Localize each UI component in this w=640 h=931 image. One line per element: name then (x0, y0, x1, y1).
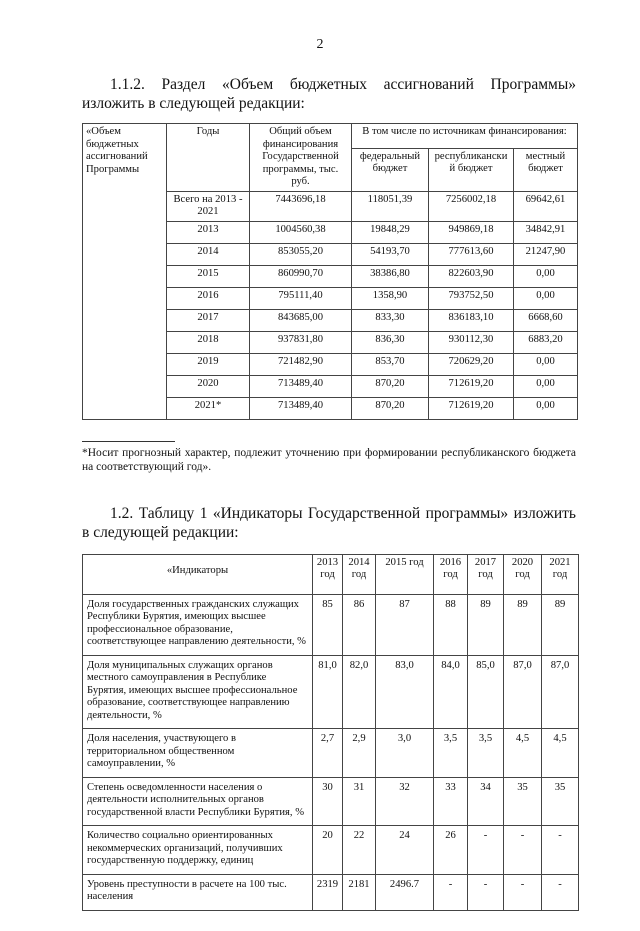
indicator-value: 87,0 (542, 655, 579, 729)
header-year: 2020 год (504, 554, 542, 594)
indicator-value: 81,0 (313, 655, 343, 729)
cell-republic: 930112,30 (429, 331, 514, 353)
cell-federal: 833,30 (352, 309, 429, 331)
indicator-value: 33 (434, 777, 468, 826)
indicator-value: 20 (313, 826, 343, 875)
indicator-value: 89 (542, 594, 579, 655)
cell-republic: 7256002,18 (429, 191, 514, 221)
cell-year: 2018 (167, 331, 250, 353)
indicator-row (83, 729, 579, 778)
indicator-name: Количество социально ориентированных некоммерческих организаций, получивших государственную поддержку, единиц (83, 826, 313, 875)
cell-local: 21247,90 (514, 243, 578, 265)
indicator-value: - (542, 826, 579, 875)
indicator-row (83, 777, 579, 826)
indicator-value: 2,7 (313, 729, 343, 778)
header-year: 2016 год (434, 554, 468, 594)
indicator-value: 2319 (313, 874, 343, 910)
indicator-value: - (542, 874, 579, 910)
header-local: местный бюджет (514, 148, 578, 191)
cell-local: 0,00 (514, 375, 578, 397)
indicator-name: Степень осведомленности населения о деятельности исполнительных органов государственной власти Республики Бурятия, % (83, 777, 313, 826)
cell-local: 6883,20 (514, 331, 578, 353)
indicator-value: 34 (468, 777, 504, 826)
cell-year: 2019 (167, 353, 250, 375)
header-year: 2021 год (542, 554, 579, 594)
indicator-value: 3,5 (434, 729, 468, 778)
cell-year: Всего на 2013 - 2021 (167, 191, 250, 221)
indicator-value: 88 (434, 594, 468, 655)
indicator-row (83, 826, 579, 875)
cell-federal: 19848,29 (352, 221, 429, 243)
indicator-value: 83,0 (376, 655, 434, 729)
indicator-row (83, 594, 579, 655)
header-indicators: «Индикаторы (83, 554, 313, 594)
cell-year: 2015 (167, 265, 250, 287)
indicator-name: Доля государственных гражданских служащих Республики Бурятия, имеющих высшее профессиональное образование, соответствующее направлению деятельности, % (83, 594, 313, 655)
indicator-value: 3,5 (468, 729, 504, 778)
page-number: 2 (316, 37, 324, 52)
indicator-row (83, 655, 579, 729)
indicator-value: 22 (343, 826, 376, 875)
indicator-value: 84,0 (434, 655, 468, 729)
indicator-value: 3,0 (376, 729, 434, 778)
cell-federal: 118051,39 (352, 191, 429, 221)
cell-year: 2014 (167, 243, 250, 265)
cell-republic: 712619,20 (429, 375, 514, 397)
indicator-value: 31 (343, 777, 376, 826)
cell-republic: 777613,60 (429, 243, 514, 265)
footnote: *Носит прогнозный характер, подлежит уточнению при формировании республиканского бюджета на соответствующий год». (82, 446, 576, 473)
cell-republic: 822603,90 (429, 265, 514, 287)
cell-local: 69642,61 (514, 191, 578, 221)
indicator-value: 86 (343, 594, 376, 655)
cell-local: 0,00 (514, 287, 578, 309)
indicator-name: Уровень преступности в расчете на 100 тыс. населения (83, 874, 313, 910)
indicator-value: 4,5 (542, 729, 579, 778)
cell-year: 2016 (167, 287, 250, 309)
cell-local: 0,00 (514, 265, 578, 287)
cell-total: 860990,70 (250, 265, 352, 287)
cell-year: 2013 (167, 221, 250, 243)
cell-year: 2020 (167, 375, 250, 397)
cell-local: 0,00 (514, 353, 578, 375)
indicator-value: 2,9 (343, 729, 376, 778)
cell-local: 6668,60 (514, 309, 578, 331)
section-1-1-2-heading (82, 75, 576, 113)
indicator-name: Доля населения, участвующего в территориальном общественном самоуправлении, % (83, 729, 313, 778)
cell-total: 843685,00 (250, 309, 352, 331)
cell-federal: 1358,90 (352, 287, 429, 309)
indicator-value: - (468, 826, 504, 875)
cell-republic: 793752,50 (429, 287, 514, 309)
indicator-value: 24 (376, 826, 434, 875)
cell-year: 2017 (167, 309, 250, 331)
cell-federal: 853,70 (352, 353, 429, 375)
section-text: 1.2. Таблицу 1 «Индикаторы Государственной программы» изложить в следующей редакции: (82, 504, 576, 541)
indicator-value: 4,5 (504, 729, 542, 778)
header-year: 2017 год (468, 554, 504, 594)
indicator-value: 32 (376, 777, 434, 826)
cell-total: 7443696,18 (250, 191, 352, 221)
indicator-value: 87,0 (504, 655, 542, 729)
indicator-value: 2181 (343, 874, 376, 910)
cell-local: 0,00 (514, 397, 578, 419)
indicator-value: - (504, 874, 542, 910)
indicators-table (82, 554, 579, 911)
cell-federal: 38386,80 (352, 265, 429, 287)
footnote-divider (82, 441, 175, 442)
cell-local: 34842,91 (514, 221, 578, 243)
cell-republic: 720629,20 (429, 353, 514, 375)
indicator-value: - (504, 826, 542, 875)
budget-label: «Объем бюджетных ассигнований Программы (83, 124, 167, 420)
indicator-value: 82,0 (343, 655, 376, 729)
cell-total: 713489,40 (250, 375, 352, 397)
indicator-value: 35 (504, 777, 542, 826)
cell-federal: 836,30 (352, 331, 429, 353)
header-years: Годы (167, 124, 250, 192)
indicator-name: Доля муниципальных служащих органов местного самоуправления в Республике Бурятия, имеющих высшее профессиональное образование, соответствующее направлению деятельности, % (83, 655, 313, 729)
cell-total: 713489,40 (250, 397, 352, 419)
indicator-value: 35 (542, 777, 579, 826)
header-year: 2013 год (313, 554, 343, 594)
cell-total: 795111,40 (250, 287, 352, 309)
cell-republic: 712619,20 (429, 397, 514, 419)
cell-federal: 870,20 (352, 397, 429, 419)
indicator-value: 2496.7 (376, 874, 434, 910)
indicator-value: 89 (504, 594, 542, 655)
indicator-value: - (468, 874, 504, 910)
indicator-value: 87 (376, 594, 434, 655)
cell-republic: 949869,18 (429, 221, 514, 243)
cell-republic: 836183,10 (429, 309, 514, 331)
header-total: Общий объем финансирования Государственной программы, тыс. руб. (250, 124, 352, 192)
header-republic: республиканский бюджет (429, 148, 514, 191)
cell-federal: 870,20 (352, 375, 429, 397)
section-text: 1.1.2. Раздел «Объем бюджетных ассигнований Программы» изложить в следующей редакции: (82, 76, 576, 112)
indicator-value: 30 (313, 777, 343, 826)
header-year: 2014 год (343, 554, 376, 594)
header-year: 2015 год (376, 554, 434, 594)
indicator-value: 85 (313, 594, 343, 655)
indicator-value: 89 (468, 594, 504, 655)
indicator-value: - (434, 874, 468, 910)
cell-federal: 54193,70 (352, 243, 429, 265)
header-federal: федеральный бюджет (352, 148, 429, 191)
header-sources: В том числе по источникам финансирования: (352, 124, 578, 149)
section-1-2-heading (82, 504, 576, 542)
cell-total: 721482,90 (250, 353, 352, 375)
cell-total: 853055,20 (250, 243, 352, 265)
indicator-value: 85,0 (468, 655, 504, 729)
cell-total: 937831,80 (250, 331, 352, 353)
cell-total: 1004560,38 (250, 221, 352, 243)
cell-year: 2021* (167, 397, 250, 419)
indicator-value: 26 (434, 826, 468, 875)
budget-table (82, 123, 578, 420)
